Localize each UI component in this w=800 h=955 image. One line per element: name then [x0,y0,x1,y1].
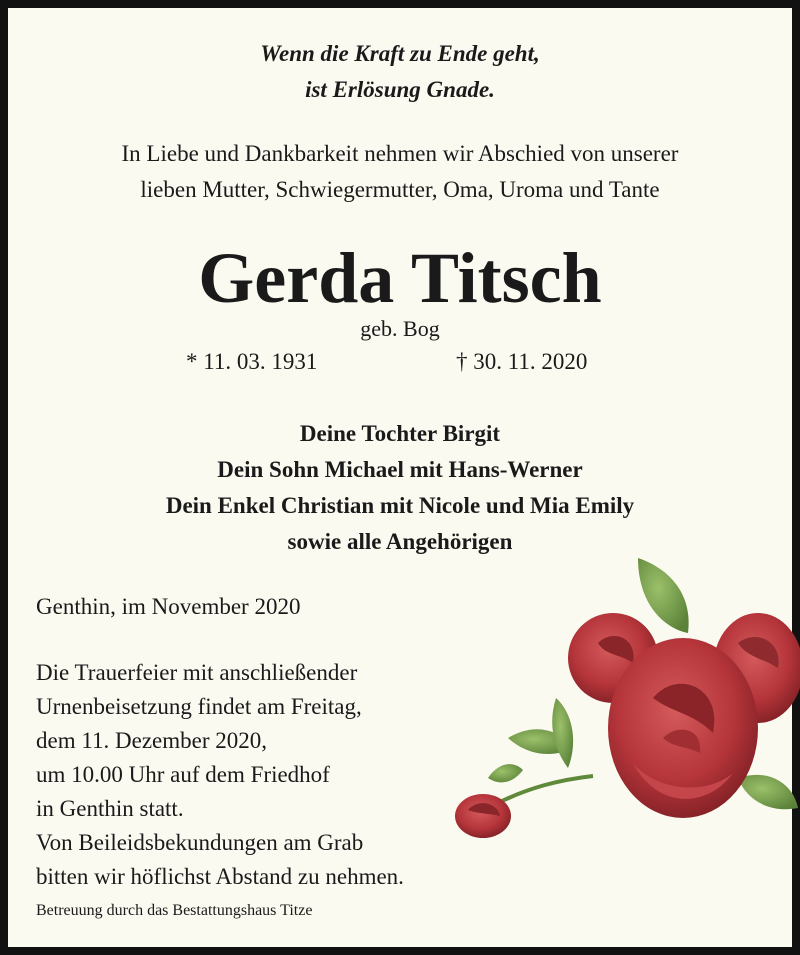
funeral-home-credit: Betreuung durch das Bestattungshaus Titze [36,902,313,919]
ceremony-line: in Genthin statt. [36,796,184,821]
motto-line: ist Erlösung Gnade. [305,77,495,102]
mourner-line: Dein Enkel Christian mit Nicole und Mia Emily [165,493,635,518]
place-date: Genthin, im November 2020 [36,594,301,619]
mourner-line: Dein Sohn Michael mit Hans-Werner [217,457,583,482]
ceremony-line: Die Trauerfeier mit anschließender [36,660,358,685]
motto-line: Wenn die Kraft zu Ende geht, [260,41,540,66]
ceremony-line: dem 11. Dezember 2020, [36,728,267,753]
ceremony-info [36,656,404,894]
birth-date: * 11. 03. 1931 [186,349,318,374]
mourner-line: Deine Tochter Birgit [299,421,501,446]
intro-line: In Liebe und Dankbarkeit nehmen wir Abschied von unserer [121,141,679,166]
ceremony-line: Von Beileidsbekundungen am Grab [36,830,364,855]
ceremony-line: um 10.00 Uhr auf dem Friedhof [36,762,330,787]
mourners-list [8,416,792,560]
mourner-line: sowie alle Angehörigen [287,529,513,554]
intro-text [8,136,792,208]
ceremony-line: Urnenbeisetzung findet am Freitag, [36,694,362,719]
born-name: geb. Bog [360,316,440,341]
death-date: † 30. 11. 2020 [456,349,588,374]
deceased-name: Gerda Titsch [198,238,602,318]
roses-image [438,548,800,848]
motto [8,36,792,108]
ceremony-line: bitten wir höflichst Abstand zu nehmen. [36,864,404,889]
intro-line: lieben Mutter, Schwiegermutter, Oma, Uroma und Tante [140,177,660,202]
